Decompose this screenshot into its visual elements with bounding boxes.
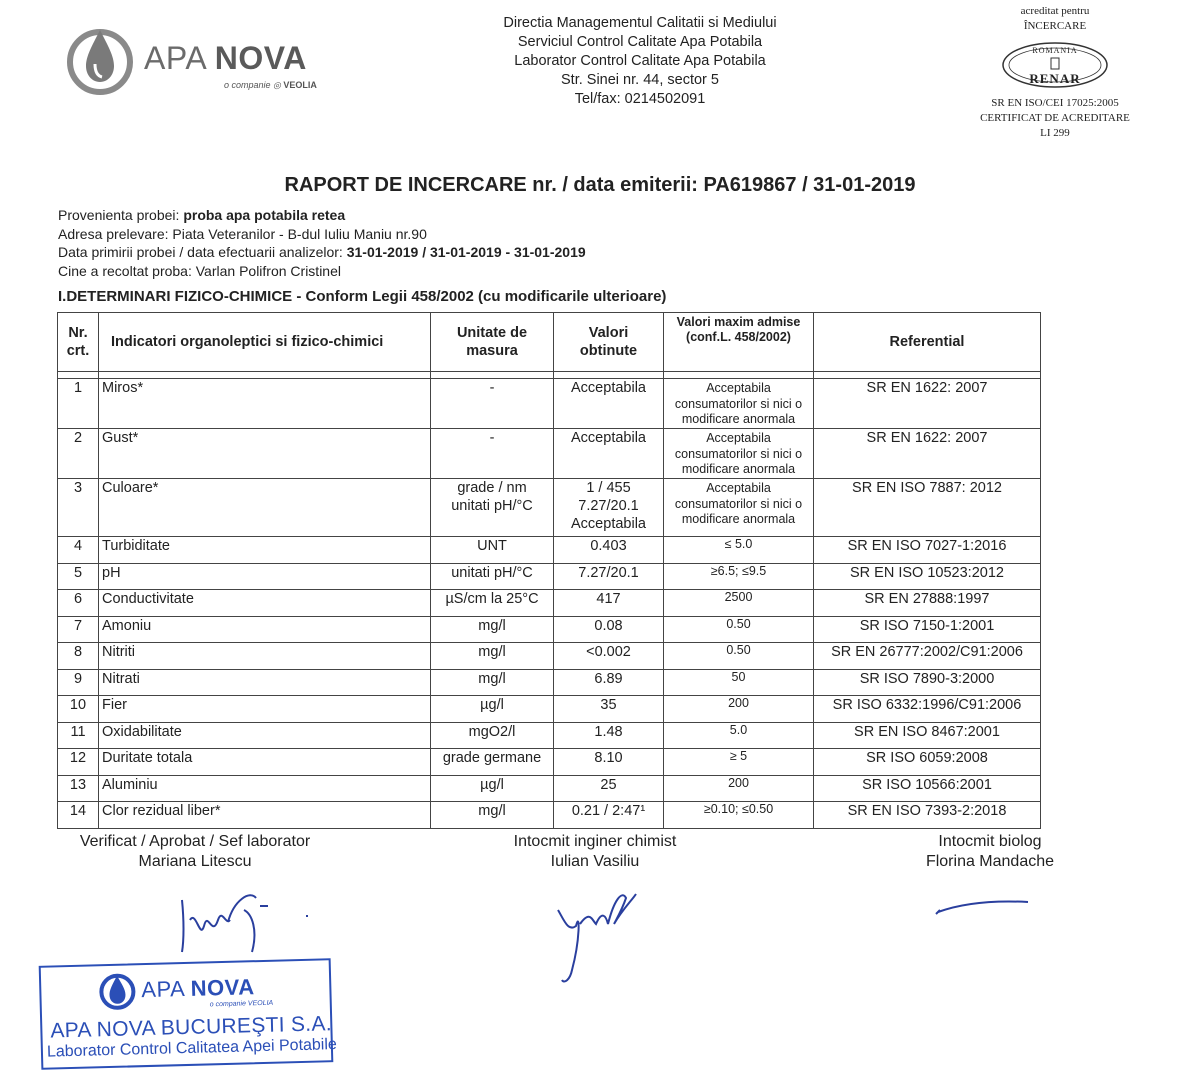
cell-indicator: Gust* (99, 429, 431, 479)
table-row (58, 590, 1041, 617)
cell-referential: SR EN ISO 7887: 2012 (814, 479, 1041, 537)
lab-header-line: Laborator Control Calitate Apa Potabila (514, 53, 766, 69)
cell-indicator: pH (99, 563, 431, 590)
cell-unit: grade / nm unitati pH/°C (431, 479, 554, 537)
cell-value: Acceptabila (554, 429, 664, 479)
water-drop-icon (64, 24, 136, 96)
cell-unit: mg/l (431, 616, 554, 643)
cell-indicator: Culoare* (99, 479, 431, 537)
cell-limit: ≥ 5 (664, 749, 814, 776)
signature-name: Florina Mandache (925, 853, 1055, 870)
table-row (58, 537, 1041, 564)
cell-value: 0.08 (554, 616, 664, 643)
table-row (58, 749, 1041, 776)
stamp-subtitle: o companie VEOLIA (209, 999, 274, 1009)
lab-header-line: Directia Managementul Calitatii si Mediului (503, 15, 777, 31)
cell-unit: µg/l (431, 775, 554, 802)
header-values: Valori obtinute (554, 313, 664, 372)
cell-nr: 9 (58, 669, 99, 696)
table-spacer-row (58, 372, 1041, 379)
cell-indicator: Clor rezidual liber* (99, 802, 431, 829)
cell-indicator: Amoniu (99, 616, 431, 643)
cell-value: 0.21 / 2:47¹ (554, 802, 664, 829)
accreditation-line: acreditat pentru (1020, 5, 1090, 17)
cell-value: Acceptabila (554, 379, 664, 429)
table-row (58, 775, 1041, 802)
header-indicator: Indicatori organoleptici si fizico-chimici (99, 313, 431, 372)
lab-header-line: Tel/fax: 0214502091 (574, 91, 706, 107)
cell-indicator: Nitriti (99, 643, 431, 670)
cell-referential: SR ISO 7150-1:2001 (814, 616, 1041, 643)
accreditation-block (950, 4, 1160, 141)
cell-nr: 1 (58, 379, 99, 429)
cell-nr: 6 (58, 590, 99, 617)
cell-nr: 5 (58, 563, 99, 590)
cell-unit: - (431, 379, 554, 429)
cell-unit: - (431, 429, 554, 479)
cell-limit: 0.50 (664, 643, 814, 670)
cell-limit: 200 (664, 696, 814, 723)
cell-referential: SR EN ISO 7027-1:2016 (814, 537, 1041, 564)
cell-referential: SR ISO 10566:2001 (814, 775, 1041, 802)
report-title: RAPORT DE INCERCARE nr. / data emiterii: PA619867 / 31-01-2019 (284, 174, 916, 196)
cell-value: 7.27/20.1 (554, 563, 664, 590)
cell-value: <0.002 (554, 643, 664, 670)
cell-indicator: Miros* (99, 379, 431, 429)
cell-value: 417 (554, 590, 664, 617)
company-stamp (39, 958, 338, 1070)
table-row (58, 563, 1041, 590)
cell-limit: 200 (664, 775, 814, 802)
table-row (58, 643, 1041, 670)
stamp-brand: APA NOVA (141, 974, 255, 1003)
stamp-drop-icon (97, 971, 138, 1012)
cell-value: 35 (554, 696, 664, 723)
table-row (58, 479, 1041, 537)
cell-indicator: Turbiditate (99, 537, 431, 564)
cell-value: 6.89 (554, 669, 664, 696)
cell-nr: 13 (58, 775, 99, 802)
cell-limit: 2500 (664, 590, 814, 617)
cell-nr: 10 (58, 696, 99, 723)
cell-limit: 5.0 (664, 722, 814, 749)
cell-limit: Acceptabila consumatorilor si nici o modificare anormala (664, 429, 814, 479)
cell-indicator: Fier (99, 696, 431, 723)
lab-header-line: Str. Sinei nr. 44, sector 5 (561, 72, 719, 88)
logo-subtitle: o companie ◎ VEOLIA (224, 80, 317, 90)
cell-unit: mg/l (431, 669, 554, 696)
table-row (58, 722, 1041, 749)
table-row (58, 696, 1041, 723)
signature-block-chemist (470, 832, 720, 872)
lab-header (440, 14, 840, 109)
accreditation-line: ÎNCERCARE (1023, 20, 1087, 32)
cell-nr: 11 (58, 722, 99, 749)
cell-indicator: Duritate totala (99, 749, 431, 776)
cell-limit: Acceptabila consumatorilor si nici o modificare anormala (664, 379, 814, 429)
cell-unit: mgO2/l (431, 722, 554, 749)
info-recoltat: Cine a recoltat proba: Varlan Polifron Cristinel (58, 262, 341, 279)
signature-role: Verificat / Aprobat / Sef laborator (79, 833, 311, 850)
cell-limit: 50 (664, 669, 814, 696)
accreditation-line: CERTIFICAT DE ACREDITARE (980, 112, 1130, 124)
cell-nr: 8 (58, 643, 99, 670)
company-logo (64, 20, 354, 100)
cell-value: 1 / 455 7.27/20.1 Acceptabila (554, 479, 664, 537)
lab-header-line: Serviciul Control Calitate Apa Potabila (517, 34, 763, 50)
table-row (58, 429, 1041, 479)
signature-scribble-biologist (930, 890, 1040, 920)
cell-limit: ≥0.10; ≤0.50 (664, 802, 814, 829)
header-referential: Referential (814, 313, 1041, 372)
cell-value: 1.48 (554, 722, 664, 749)
cell-limit: 0.50 (664, 616, 814, 643)
info-adresa: Adresa prelevare: Piata Veteranilor - B-dul Iuliu Maniu nr.90 (58, 225, 427, 242)
cell-unit: UNT (431, 537, 554, 564)
cell-indicator: Nitrati (99, 669, 431, 696)
cell-unit: unitati pH/°C (431, 563, 554, 590)
cell-referential: SR ISO 7890-3:2000 (814, 669, 1041, 696)
signature-block-biologist (890, 832, 1090, 872)
cell-nr: 7 (58, 616, 99, 643)
cell-nr: 4 (58, 537, 99, 564)
table-row (58, 379, 1041, 429)
cell-referential: SR EN 26777:2002/C91:2006 (814, 643, 1041, 670)
results-table (57, 312, 1041, 829)
cell-indicator: Aluminiu (99, 775, 431, 802)
cell-referential: SR EN 1622: 2007 (814, 379, 1041, 429)
cell-unit: µS/cm la 25°C (431, 590, 554, 617)
renar-top-text: ROMANIA (1032, 46, 1078, 55)
cell-unit: mg/l (431, 802, 554, 829)
signature-scribble-chemist (550, 880, 660, 990)
table-header-row (58, 313, 1041, 372)
accreditation-line: SR EN ISO/CEI 17025:2005 (991, 97, 1119, 109)
cell-value: 0.403 (554, 537, 664, 564)
cell-indicator: Conductivitate (99, 590, 431, 617)
stamp-company-name: APA NOVA BUCUREŞTI S.A. (50, 1012, 333, 1043)
info-provenienta: Provenienta probei: proba apa potabila retea (58, 207, 346, 223)
cell-referential: SR ISO 6332:1996/C91:2006 (814, 696, 1041, 723)
sample-info (58, 206, 586, 280)
cell-nr: 14 (58, 802, 99, 829)
cell-unit: mg/l (431, 643, 554, 670)
table-row (58, 669, 1041, 696)
table-row (58, 802, 1041, 829)
header-max-values: Valori maxim admise (conf.L. 458/2002) (664, 313, 814, 372)
signature-role: Intocmit inginer chimist (513, 833, 677, 850)
cell-nr: 12 (58, 749, 99, 776)
signature-block-head (50, 832, 340, 872)
renar-logo (1000, 40, 1110, 90)
cell-nr: 3 (58, 479, 99, 537)
accreditation-line: LI 299 (1040, 127, 1070, 139)
cell-referential: SR EN 1622: 2007 (814, 429, 1041, 479)
header-unit: Unitate de masura (431, 313, 554, 372)
logo-brand: APA NOVA (144, 40, 307, 76)
cell-value: 25 (554, 775, 664, 802)
cell-referential: SR ISO 6059:2008 (814, 749, 1041, 776)
cell-referential: SR EN ISO 8467:2001 (814, 722, 1041, 749)
signature-name: Iulian Vasiliu (550, 853, 640, 870)
header-nr: Nr. crt. (58, 313, 99, 372)
renar-bottom-text: RENAR (1029, 71, 1081, 86)
cell-referential: SR EN 27888:1997 (814, 590, 1041, 617)
cell-unit: grade germane (431, 749, 554, 776)
section-title: I.DETERMINARI FIZICO-CHIMICE - Conform Legii 458/2002 (cu modificarile ulterioare) (58, 288, 667, 305)
cell-indicator: Oxidabilitate (99, 722, 431, 749)
info-data: Data primirii probei / data efectuarii analizelor: 31-01-2019 / 31-01-2019 - 31-01-2019 (58, 244, 586, 260)
cell-referential: SR EN ISO 7393-2:2018 (814, 802, 1041, 829)
signature-role: Intocmit biolog (938, 833, 1042, 850)
cell-value: 8.10 (554, 749, 664, 776)
cell-unit: µg/l (431, 696, 554, 723)
table-row (58, 616, 1041, 643)
cell-nr: 2 (58, 429, 99, 479)
cell-limit: ≤ 5.0 (664, 537, 814, 564)
signature-scribble-head (160, 880, 330, 960)
signature-name: Mariana Litescu (138, 853, 252, 870)
cell-referential: SR EN ISO 10523:2012 (814, 563, 1041, 590)
cell-limit: ≥6.5; ≤9.5 (664, 563, 814, 590)
stamp-lab-name: Laborator Control Calitatea Apei Potabile (46, 1036, 338, 1061)
cell-limit: Acceptabila consumatorilor si nici o modificare anormala (664, 479, 814, 537)
